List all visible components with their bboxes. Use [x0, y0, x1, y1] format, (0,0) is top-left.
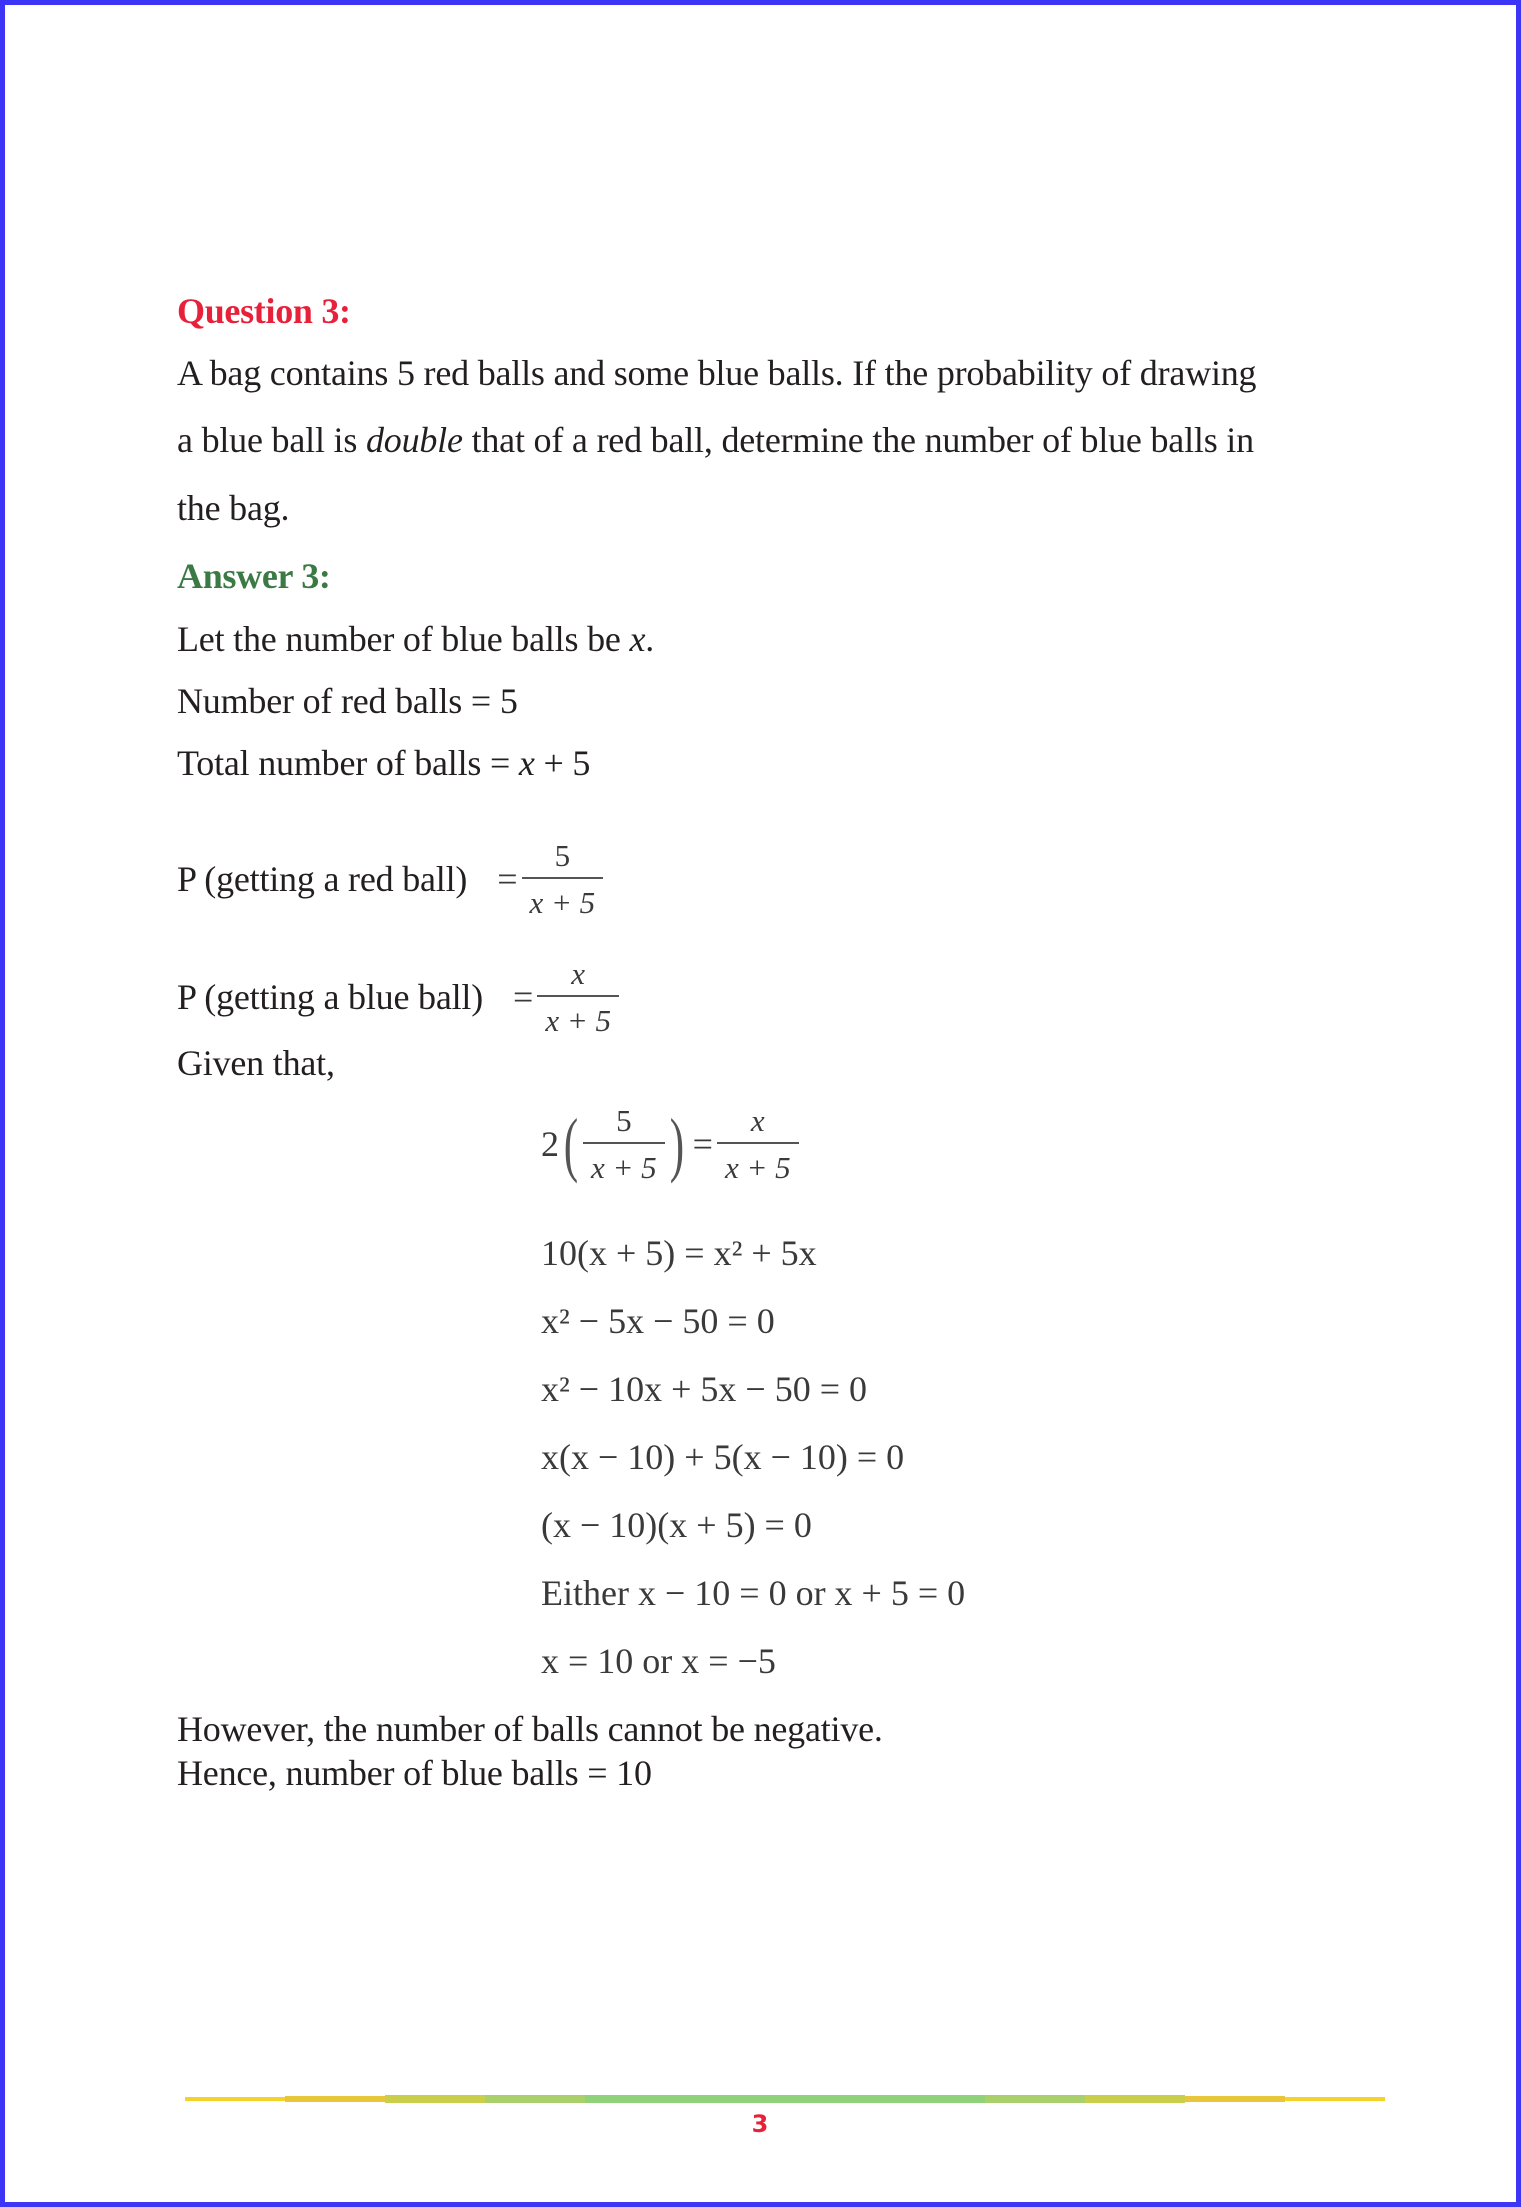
let-end: .: [645, 619, 655, 659]
footer-decorative-line: [185, 2095, 1385, 2103]
coefficient: 2: [541, 1124, 559, 1164]
step-4: x(x − 10) + 5(x − 10) = 0: [541, 1437, 905, 1477]
conclusion-line-2: Hence, number of blue balls = 10: [177, 1753, 652, 1793]
question-heading: Question 3:: [177, 291, 351, 331]
denominator: x + 5: [545, 1003, 611, 1038]
emphasis-double: double: [365, 420, 463, 460]
prob-red-row: [177, 840, 603, 918]
denominator: x + 5: [529, 885, 596, 920]
prob-red-fraction: [522, 840, 604, 918]
answer-heading: Answer 3:: [177, 556, 331, 596]
prob-blue-equals: =: [513, 977, 534, 1017]
answer-let-line: [177, 618, 654, 660]
question-line-2: [177, 419, 1254, 461]
equals: =: [692, 1124, 713, 1164]
given-that: Given that,: [177, 1043, 335, 1083]
variable-x: x: [518, 743, 535, 783]
lhs-fraction: [583, 1105, 665, 1183]
question-line-2-start: a blue ball is: [177, 420, 358, 460]
prob-blue-label: P (getting a blue ball): [177, 977, 483, 1017]
step-7: x = 10 or x = −5: [541, 1641, 776, 1681]
step-2: x² − 5x − 50 = 0: [541, 1301, 775, 1341]
page-number: 3: [751, 2110, 769, 2138]
conclusion-line-1: However, the number of balls cannot be negative.: [177, 1709, 883, 1749]
denominator: x + 5: [724, 1150, 791, 1185]
step-1: 10(x + 5) = x² + 5x: [541, 1233, 817, 1273]
step-5: (x − 10)(x + 5) = 0: [541, 1505, 812, 1545]
red-balls-line: Number of red balls = 5: [177, 681, 518, 721]
left-paren: (: [563, 1104, 579, 1184]
equation-given: [541, 1105, 799, 1183]
variable-x: x: [629, 619, 646, 659]
right-paren: ): [669, 1104, 684, 1184]
prob-red-equals: =: [497, 859, 518, 899]
prob-blue-fraction: [537, 958, 619, 1036]
total-balls-line: [177, 742, 590, 784]
question-line-1: A bag contains 5 red balls and some blue balls. If the probability of drawing: [177, 353, 1257, 393]
rhs-fraction: [717, 1105, 799, 1183]
prob-red-label: P (getting a red ball): [177, 859, 468, 899]
total-end: + 5: [534, 743, 591, 783]
total-text: Total number of balls =: [177, 743, 519, 783]
numerator: 5: [554, 838, 571, 873]
numerator: x: [571, 956, 586, 991]
denominator: x + 5: [590, 1150, 657, 1185]
prob-blue-row: [177, 958, 619, 1036]
step-3: x² − 10x + 5x − 50 = 0: [541, 1369, 868, 1409]
numerator: 5: [616, 1103, 632, 1138]
question-line-2-end: that of a red ball, determine the number of blue balls in: [471, 420, 1254, 460]
let-text: Let the number of blue balls be: [177, 619, 630, 659]
step-6: Either x − 10 = 0 or x + 5 = 0: [541, 1573, 966, 1613]
question-line-3: the bag.: [177, 488, 290, 528]
numerator: x: [750, 1103, 765, 1138]
